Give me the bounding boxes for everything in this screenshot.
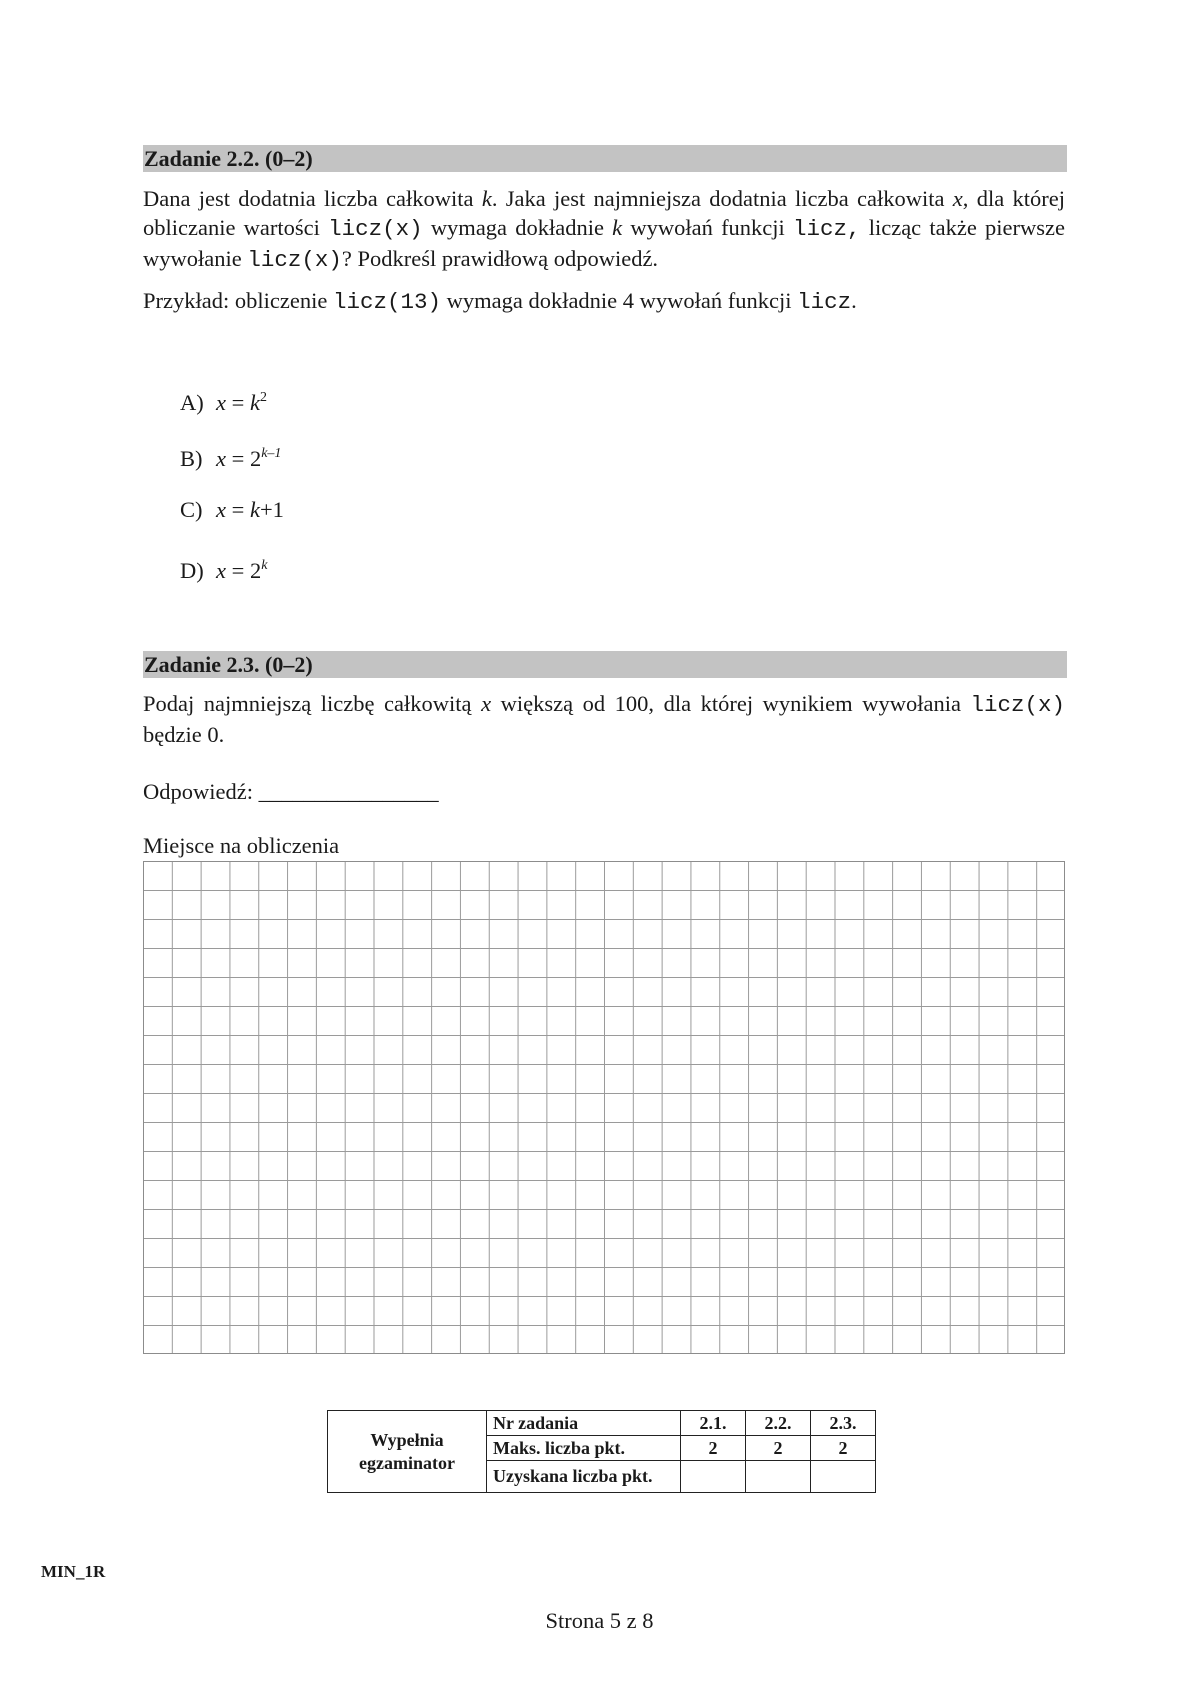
obtained-points-cell[interactable] — [811, 1461, 876, 1493]
row-label-task-number: Nr zadania — [487, 1411, 681, 1436]
option-d[interactable]: D) $x = 2^k$ — [180, 558, 268, 583]
task-2-2-heading: Zadanie 2.2. (0–2) — [143, 145, 1067, 172]
option-a[interactable]: A) $x = k^2$ — [180, 390, 267, 415]
obtained-points-cell[interactable] — [681, 1461, 746, 1493]
task-2-3-heading: Zadanie 2.3. (0–2) — [143, 651, 1067, 678]
task-number-cell: 2.3. — [811, 1411, 876, 1436]
task-number-cell: 2.1. — [681, 1411, 746, 1436]
page-number: Strona 5 z 8 — [545, 1608, 654, 1633]
max-points-cell: 2 — [746, 1436, 811, 1461]
calc-label: Miejsce na obliczenia — [143, 833, 340, 858]
answer-field[interactable]: Odpowiedź: ________________ — [143, 779, 439, 804]
task-2-2-question: Dana jest dodatnia liczba całkowita k. Jaka jest najmniejsza dodatnia liczba całkowita x, dla której obliczanie wartości licz(x) wymaga dokładnie k wywołań funkcji licz, licząc także pierwsze wywołanie licz(x)? Podkreśl prawidłową odpowiedź. — [143, 186, 1065, 273]
calculation-grid[interactable] — [143, 861, 1065, 1354]
obtained-points-cell[interactable] — [746, 1461, 811, 1493]
task-number-cell: 2.2. — [746, 1411, 811, 1436]
exam-code: MIN_1R — [41, 1562, 106, 1581]
row-label-obtained-points: Uzyskana liczba pkt. — [487, 1461, 681, 1493]
option-b[interactable]: B) $x = 2^{k-1}$ — [180, 446, 282, 471]
row-label-max-points: Maks. liczba pkt. — [487, 1436, 681, 1461]
task-2-3-question: Podaj najmniejszą liczbę całkowitą x większą od 100, dla której wynikiem wywołania licz(x) będzie 0. — [143, 691, 1065, 747]
score-table — [327, 1410, 876, 1493]
max-points-cell: 2 — [811, 1436, 876, 1461]
max-points-cell: 2 — [681, 1436, 746, 1461]
option-c[interactable]: C) x = k+1 — [180, 497, 284, 522]
filler-cell: Wypełnia egzaminator — [328, 1411, 487, 1493]
task-2-2-example: Przykład: obliczenie licz(13) wymaga dokładnie 4 wywołań funkcji licz. — [143, 288, 857, 315]
